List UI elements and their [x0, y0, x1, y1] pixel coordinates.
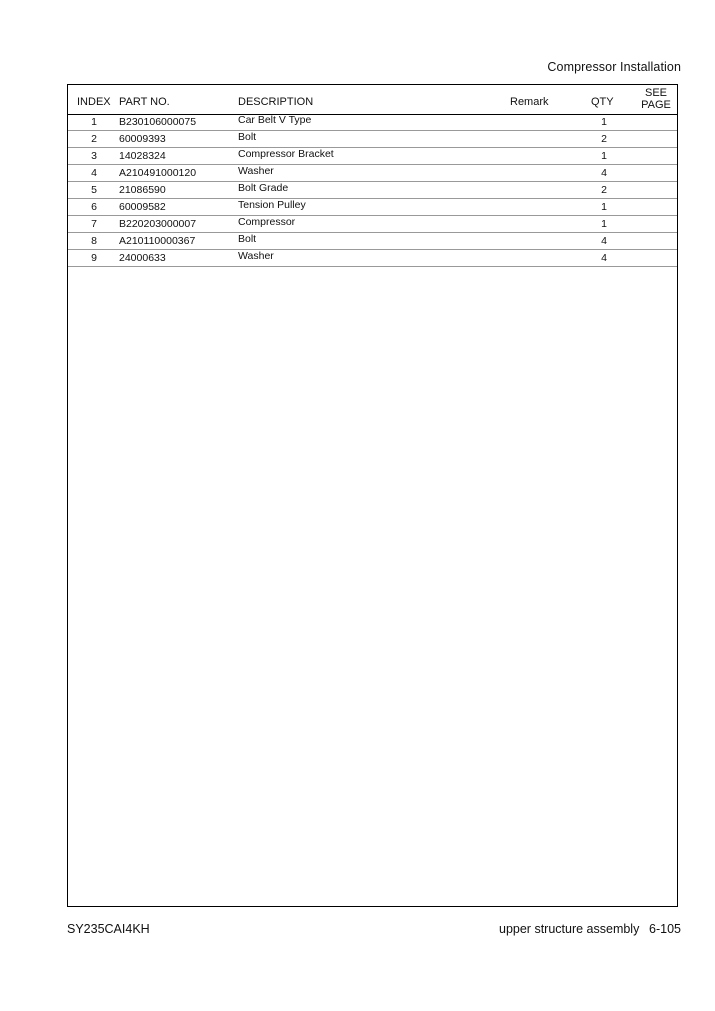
table-row [68, 165, 677, 182]
table-row [68, 199, 677, 216]
cell-qty: 1 [601, 201, 607, 213]
cell-description: Car Belt V Type [238, 114, 312, 126]
table-row [68, 233, 677, 250]
table-row [68, 131, 677, 148]
cell-description: Compressor Bracket [238, 148, 334, 160]
cell-description: Washer [238, 165, 274, 177]
cell-index: 4 [91, 167, 97, 179]
cell-index: 8 [91, 235, 97, 247]
parts-table-frame [67, 84, 678, 907]
cell-index: 6 [91, 201, 97, 213]
column-header-index: INDEX [77, 96, 111, 108]
cell-part-no: A210491000120 [119, 167, 197, 179]
cell-qty: 4 [601, 252, 607, 264]
cell-index: 2 [91, 133, 97, 145]
cell-part-no: 14028324 [119, 150, 166, 162]
column-header-description: DESCRIPTION [238, 96, 314, 108]
cell-description: Bolt [238, 233, 257, 245]
column-header-part-no: PART NO. [119, 96, 170, 108]
cell-index: 1 [91, 116, 97, 128]
cell-qty: 4 [601, 167, 607, 179]
cell-qty: 1 [601, 218, 607, 230]
table-row [68, 216, 677, 233]
footer-section: upper structure assembly [499, 922, 640, 936]
table-row [68, 182, 677, 199]
column-header-see-page: SEE PAGE [641, 87, 671, 111]
cell-part-no: B220203000007 [119, 218, 197, 230]
cell-qty: 1 [601, 150, 607, 162]
cell-description: Bolt Grade [238, 182, 289, 194]
cell-index: 3 [91, 150, 97, 162]
footer-model: SY235CAI4KH [67, 922, 150, 936]
cell-qty: 1 [601, 116, 607, 128]
cell-description: Washer [238, 250, 274, 262]
cell-part-no: 60009393 [119, 133, 166, 145]
cell-index: 5 [91, 184, 97, 196]
cell-index: 9 [91, 252, 97, 264]
column-header-remark: Remark [510, 96, 549, 108]
cell-index: 7 [91, 218, 97, 230]
cell-part-no: B230106000075 [119, 116, 197, 128]
cell-description: Tension Pulley [238, 199, 306, 211]
cell-description: Compressor [238, 216, 296, 228]
table-row [68, 148, 677, 165]
cell-qty: 2 [601, 133, 607, 145]
footer-page-number: 6-105 [649, 922, 681, 936]
cell-part-no: 24000633 [119, 252, 166, 264]
cell-part-no: A210110000367 [119, 235, 196, 247]
cell-qty: 2 [601, 184, 607, 196]
cell-part-no: 60009582 [119, 201, 166, 213]
cell-part-no: 21086590 [119, 184, 166, 196]
cell-qty: 4 [601, 235, 607, 247]
table-row [68, 114, 677, 131]
page-title: Compressor Installation [547, 60, 681, 74]
column-header-qty: QTY [591, 96, 614, 108]
table-body [68, 114, 677, 267]
table-row [68, 250, 677, 267]
cell-description: Bolt [238, 131, 257, 143]
table-header-row [68, 85, 677, 115]
